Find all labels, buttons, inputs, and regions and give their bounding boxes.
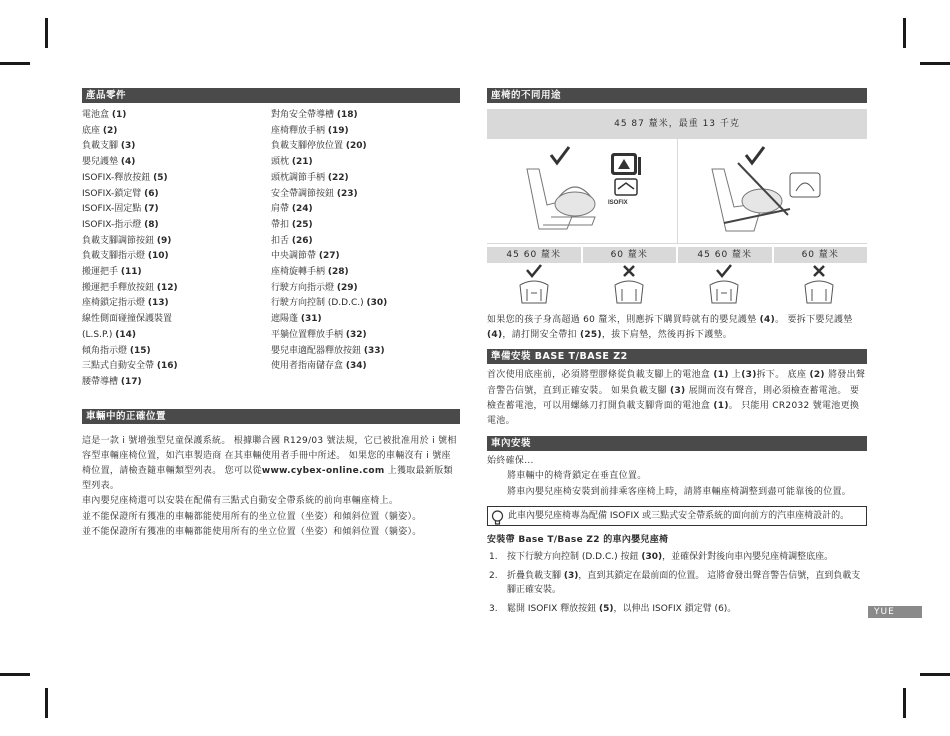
part-number: (24)	[291, 204, 313, 215]
size-cell-1: 45 60 釐米	[506, 250, 562, 260]
in-car-bullet-2: 將車內嬰兒座椅安裝到前排乘客座椅上時，請將車輛座椅調整到盡可能靠後的位置。	[507, 486, 852, 497]
part-number: (16)	[156, 361, 178, 372]
part-name: 負載支腳調節按鈕	[82, 235, 157, 246]
part-name: 底座	[82, 125, 103, 136]
step-text: 鬆開 ISOFIX 釋放按鈕	[507, 603, 600, 614]
check-icon	[677, 263, 772, 311]
part-name: 傾角指示燈	[82, 345, 130, 356]
part-item	[82, 139, 271, 155]
part-number: (20)	[345, 141, 367, 152]
part-item	[82, 344, 271, 360]
part-name: 行駛方向指示燈	[271, 282, 337, 293]
part-name: 腰帶導槽	[82, 376, 121, 387]
part-number: (32)	[345, 329, 367, 340]
part-number: (26)	[291, 235, 313, 246]
car-position-paragraph-2: 車內嬰兒座椅還可以安裝在配備有三點式自動安全帶系統的前向車輛座椅上。	[82, 496, 399, 507]
step-number: 2.	[489, 570, 498, 581]
part-item	[82, 155, 271, 171]
part-name: 平躺位置釋放手柄	[271, 329, 346, 340]
part-item	[271, 234, 460, 250]
part-name: 行駛方向控制 (D.D.C.)	[271, 298, 367, 309]
usage-size-header: 45 87 釐米，最重 13 千克	[487, 109, 867, 139]
note-ref: (4)	[759, 315, 776, 325]
step-number: 3.	[489, 603, 498, 614]
crop-mark	[45, 688, 48, 718]
in-car-bullet-1: 將車輛中的椅背鎖定在垂直位置。	[507, 471, 647, 482]
part-number: (12)	[156, 282, 178, 293]
install-steps-title: 安裝帶 Base T/Base Z2 的車內嬰兒座椅	[487, 534, 669, 545]
isofix-label: ISOFIX	[608, 200, 628, 206]
part-number: (30)	[366, 298, 388, 309]
crop-mark	[45, 18, 48, 48]
car-position-p1-text: 這是一款 i 號增強型兒童保護系統。 根據聯合國 R129/03 號法規，它已被批准用於 i 號相容型車輛座椅位置，如汽車製造商 在其車輛使用者手冊中所述。 如果您的車輛沒有 i 號座椅位置，請檢查隨車輛類型列表。 您可以從	[82, 435, 457, 477]
size-cell-4: 60 釐米	[772, 247, 868, 263]
step-ref: (5)	[599, 603, 614, 614]
tip-box	[487, 506, 867, 526]
parts-column-1	[82, 108, 271, 391]
parts-list	[82, 108, 460, 391]
step-text: ，並確保針對後向車內嬰兒座椅調整底座。	[662, 552, 834, 563]
size-cell-2: 60 釐米	[581, 247, 677, 263]
install-step	[487, 602, 867, 617]
part-name: 帶扣	[271, 219, 292, 230]
part-item	[271, 281, 460, 297]
part-name: 線性側面碰撞保護裝置 (L.S.P.)	[82, 314, 173, 340]
note-text: 。 要拆下嬰兒護墊	[775, 315, 853, 325]
part-item	[271, 139, 460, 155]
part-name: ISOFIX-釋放按鈕	[82, 172, 154, 183]
size-cell-3: 45 60 釐米	[676, 247, 772, 263]
in-car-intro: 始終確保...	[487, 456, 534, 467]
install-base-section-title: 準備安裝 BASE T/BASE Z2	[487, 349, 867, 364]
part-item	[82, 375, 271, 391]
parts-section-title: 產品零件	[82, 88, 460, 103]
part-number: (21)	[291, 157, 313, 168]
install-base-text	[487, 368, 867, 429]
part-name: 搬運把手	[82, 267, 121, 278]
part-name: ISOFIX-鎖定臂	[82, 188, 145, 199]
install-ref: (3)	[741, 370, 757, 381]
car-position-p1-end: 上獲取最新版類型列表。	[82, 466, 453, 492]
part-item	[82, 202, 271, 218]
install-text: 展開而沒有聲音，則必須檢查蓄電池。 要檢查蓄電池，可以用螺絲刀打開負載支腳背面的電池盒	[487, 385, 860, 411]
part-number: (14)	[115, 329, 136, 340]
part-item	[82, 265, 271, 281]
crop-mark	[0, 62, 30, 65]
step-ref: (3)	[563, 570, 579, 581]
install-text: 上	[728, 370, 742, 381]
part-number: (5)	[153, 172, 168, 183]
part-name: 肩帶	[271, 204, 292, 215]
part-number: (10)	[147, 251, 169, 262]
part-item	[82, 171, 271, 187]
part-item	[271, 124, 460, 140]
part-item	[271, 359, 460, 375]
part-item	[271, 187, 460, 203]
part-number: (28)	[327, 267, 349, 278]
part-name: 負載支腳	[82, 141, 121, 152]
part-number: (2)	[102, 125, 118, 136]
part-name: 嬰兒護墊	[82, 157, 121, 168]
part-number: (29)	[336, 282, 358, 293]
part-name: 嬰兒車適配器釋放按鈕	[271, 345, 364, 356]
car-position-paragraph-1	[82, 434, 460, 495]
part-item	[271, 171, 460, 187]
part-name: 座椅鎖定指示燈	[82, 298, 148, 309]
part-name: 頭枕調節手柄	[271, 172, 328, 183]
usage-illustrations	[487, 139, 867, 244]
car-seat-belt-drawing	[678, 139, 867, 243]
part-number: (22)	[327, 172, 349, 183]
part-number: (19)	[327, 125, 349, 136]
install-ref: (1)	[713, 370, 729, 381]
crop-mark	[903, 18, 906, 48]
cross-icon	[772, 263, 867, 311]
usage-table	[487, 109, 867, 311]
note-ref: (4)	[487, 330, 503, 341]
part-name: 中央調節帶	[271, 251, 319, 262]
part-number: (18)	[336, 110, 358, 120]
in-car-section-title: 車內安裝	[487, 436, 867, 451]
part-item	[82, 359, 271, 375]
part-item	[82, 187, 271, 203]
part-item	[82, 234, 271, 250]
part-name: 搬運把手釋放按鈕	[82, 282, 157, 293]
part-number: (17)	[120, 376, 142, 387]
part-item	[271, 312, 460, 328]
install-step	[487, 550, 867, 565]
note-text: ，請打開安全帶扣	[502, 330, 580, 341]
parts-column-2	[271, 108, 460, 391]
part-name: 使用者指南儲存盒	[271, 361, 346, 372]
car-position-paragraph-3: 並不能保證所有獲准的車輛都能使用所有的坐立位置（坐姿）和傾斜位置（躺姿）。	[82, 511, 422, 522]
part-name: 三點式自動安全帶	[82, 361, 157, 372]
usage-section-title: 座椅的不同用途	[487, 88, 867, 103]
car-position-section-title: 車輛中的正確位置	[82, 409, 460, 424]
right-column	[487, 88, 867, 620]
part-name: 扣舌	[271, 235, 292, 246]
install-text: 首次使用底座前，必須將塑膠條從負載支腳上的電池盒	[487, 370, 714, 381]
part-item	[82, 124, 271, 140]
part-number: (11)	[120, 267, 142, 278]
cybex-url-link[interactable]: www.cybex-online.com	[261, 466, 385, 477]
install-text: 拆下。 底座	[756, 370, 810, 381]
step-text: 按下行駛方向控制 (D.D.C.) 按鈕	[507, 552, 642, 563]
part-number: (3)	[120, 141, 136, 152]
part-item	[271, 265, 460, 281]
part-number: (23)	[336, 188, 358, 199]
car-position-paragraph-4: 並不能保證所有獲准的車輛都能使用所有的坐立位置（坐姿）和傾斜位置（躺姿）。	[82, 526, 422, 537]
part-number: (33)	[363, 345, 385, 356]
isofix-car-seat-illustration	[487, 139, 677, 243]
part-name: 座椅釋放手柄	[271, 125, 328, 136]
left-column	[82, 88, 460, 540]
part-item	[82, 218, 271, 234]
part-item	[271, 249, 460, 265]
crop-mark	[903, 688, 906, 718]
infant-insert-note	[487, 313, 867, 343]
car-seat-isofix-drawing	[487, 139, 676, 243]
part-number: (31)	[300, 314, 322, 325]
step-ref: (30)	[641, 552, 663, 563]
crop-mark	[0, 673, 30, 676]
part-number: (9)	[156, 235, 172, 246]
part-item	[82, 249, 271, 265]
part-item	[271, 218, 460, 234]
part-number: (1)	[111, 110, 127, 120]
part-number: (4)	[120, 157, 136, 168]
part-name: 安全帶調節按鈕	[271, 188, 337, 199]
part-name: 負載支腳指示燈	[82, 251, 148, 262]
tip-text: 此車內嬰兒座椅專為配備 ISOFIX 或三點式安全帶系統的面向前方的汽車座椅設計的。	[508, 510, 850, 521]
part-number: (13)	[147, 298, 169, 309]
part-number: (8)	[144, 219, 159, 230]
part-item	[271, 344, 460, 360]
usage-mark-cell-1	[487, 263, 582, 311]
lightbulb-icon	[491, 510, 504, 526]
note-text: ，拔下肩墊，然後再拆下護墊。	[601, 330, 733, 341]
part-number: (25)	[291, 219, 313, 230]
part-name: 對角安全帶導槽	[271, 110, 337, 120]
part-number: (7)	[144, 204, 159, 215]
install-step	[487, 569, 867, 598]
usage-mark-cell-4	[772, 263, 867, 311]
part-item	[271, 296, 460, 312]
note-ref: (25)	[579, 330, 602, 341]
car-position-text	[82, 434, 460, 540]
step-text: ，直到其鎖定在最前面的位置。 這將會發出聲音警告信號，直到負載支腳正確安裝。	[507, 570, 861, 596]
part-number: (6)	[144, 188, 159, 199]
install-ref: (2)	[809, 370, 825, 381]
part-item	[271, 155, 460, 171]
part-item	[271, 202, 460, 218]
part-number: (27)	[318, 251, 340, 262]
check-icon	[487, 263, 582, 311]
usage-size-row	[487, 247, 867, 263]
crop-mark	[920, 62, 950, 65]
usage-mark-cell-2	[582, 263, 677, 311]
cross-icon	[582, 263, 677, 311]
part-number: (15)	[129, 345, 151, 356]
install-steps-list	[487, 550, 867, 616]
part-item	[271, 108, 460, 124]
usage-marks-row	[487, 263, 867, 311]
install-text: 將發出聲音警告信號，直到正確安裝。 如果負載支腳	[487, 370, 866, 396]
part-name: ISOFIX-指示燈	[82, 219, 145, 230]
part-item	[82, 312, 271, 343]
part-item	[271, 328, 460, 344]
part-number: (34)	[345, 361, 367, 372]
part-name: 電池盒	[82, 110, 112, 120]
part-name: 座椅旋轉手柄	[271, 267, 328, 278]
step-number: 1.	[489, 552, 498, 563]
part-name: 負載支腳停放位置	[271, 141, 346, 152]
part-name: ISOFIX-固定點	[82, 204, 145, 215]
part-item	[82, 281, 271, 297]
crop-mark	[920, 673, 950, 676]
install-text: 。 只能用 CR2032 號電池更換電池。	[487, 400, 860, 427]
belt-car-seat-illustration	[677, 139, 868, 243]
step-text: 折疊負載支腳	[507, 570, 564, 581]
language-tab: YUE	[868, 606, 922, 618]
note-text: 如果您的孩子身高超過 60 釐米，則應拆下購買時就有的嬰兒護墊	[487, 315, 760, 325]
usage-mark-cell-3	[677, 263, 772, 311]
part-name: 頭枕	[271, 157, 292, 168]
part-name: 遮陽蓬	[271, 314, 301, 325]
part-item	[82, 108, 271, 124]
install-ref: (3)	[670, 385, 686, 396]
part-item	[82, 296, 271, 312]
step-text: ，以伸出 ISOFIX 鎖定臂 (6)。	[613, 603, 737, 614]
install-ref: (1)	[713, 400, 729, 411]
